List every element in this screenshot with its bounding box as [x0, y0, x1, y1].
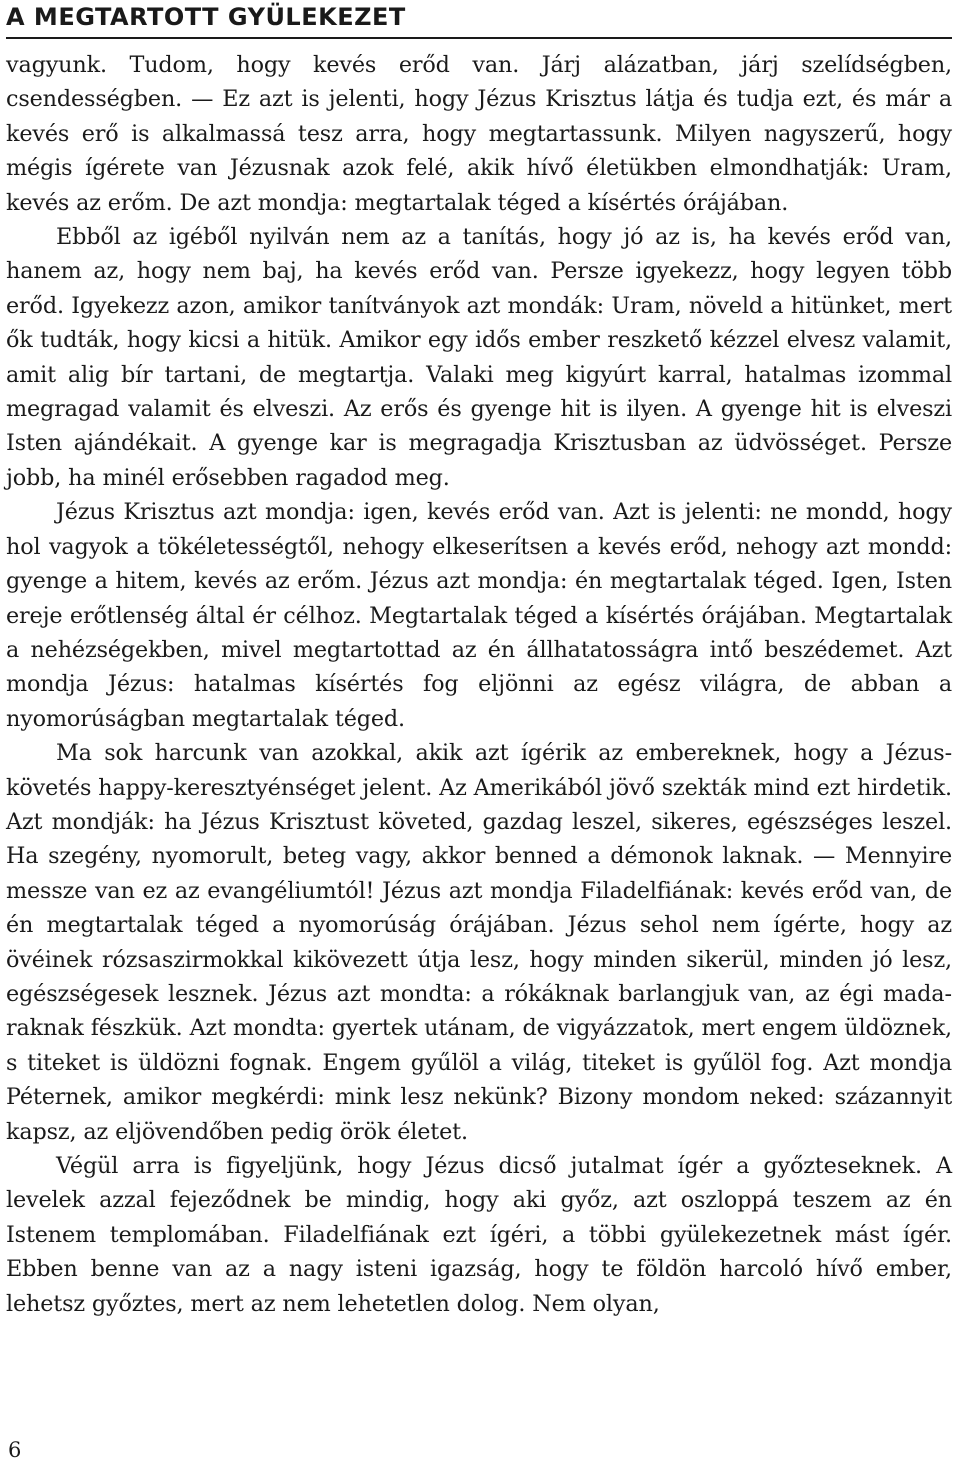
- running-head: A MEGTARTOTT GYÜLEKEZET: [6, 3, 406, 31]
- body-text: [6, 48, 952, 1321]
- paragraph-5: Végül arra is figyeljünk, hogy Jézus dicső jutalmat ígér a győzteseknek. A levelek azzal fejeződnek be mindig, hogy aki győz, azt oszloppá teszem az én Istenem templomában. Filadelfiának ezt ígéri, a többi gyülekezetnek mást ígér. Ebben benne van az a nagy isteni igazság, hogy te földön harcoló hívő ember, lehetsz győztes, mert az nem lehetetlen dolog. Nem olyan,: [6, 1153, 952, 1317]
- paragraph-4: Ma sok harcunk van azokkal, akik azt ígérik az embereknek, hogy a Jézus-követés happy-keresztyénséget jelent. Az Amerikából jövő szekták mind ezt hirdetik. Azt mondják: ha Jézus Krisztust követed, gazdag leszel, sikeres, egészséges leszel. Ha szegény, nyomorult, beteg vagy, akkor benned a démonok laknak. — Mennyire messze van ez az evangéliumtól! Jézus azt mondja Filadelfiának: kevés erőd van, de én megtartalak téged a nyomorúság órájában. Jézus sehol nem ígérte, hogy az övéinek rózsaszirmokkal kikövezett útja lesz, hogy minden sikerül, minden jó lesz, egészségesek lesznek. Jézus azt mondta: a rókáknak barlangjuk van, az égi madaraknak fészkük. Azt mondta: gyertek utánam, de vigyázzatok, mert engem üldöznek, s titeket is üldözni fognak. Engem gyűlöl a világ, titeket is gyűlöl fog. Azt mondja Péternek, amikor megkérdi: mink lesz nekünk? Bizony mondom neked: százannyit kapsz, az eljövendőben pedig örök életet.: [6, 740, 952, 1145]
- paragraph-1: vagyunk. Tudom, hogy kevés erőd van. Járj alázatban, járj szelídségben, csendességben. — Ez azt is jelenti, hogy Jézus Krisztus látja és tudja ezt, és már a kevés erő is alkalmassá tesz arra, hogy megtartassunk. Milyen nagyszerű, hogy mégis ígérete van Jézusnak azok felé, akik hívő életükben elmondhatják: Uram, kevés az erőm. De azt mondja: megtartalak téged a kísértés órájában.: [6, 52, 952, 216]
- page-number: 6: [8, 1438, 22, 1462]
- header-rule: [6, 37, 952, 39]
- paragraph-2: Ebből az igéből nyilván nem az a tanítás, hogy jó az is, ha kevés erőd van, hanem az, hogy nem baj, ha kevés erőd van. Persze igyekezz, hogy legyen több erőd. Igyekezz azon, amikor tanítványok azt mondák: Uram, növeld a hitünket, mert ők tudták, hogy kicsi a hitük. Amikor egy idős ember reszkető kézzel elvesz valamit, amit alig bír tartani, de megtartja. Valaki meg kigyúrt karral, hatalmas izommal megragad valamit és elveszi. Az erős és gyenge hit is ilyen. A gyenge hit is elveszi Isten ajándékait. A gyenge kar is megragadja Krisztusban az üdvösséget. Persze jobb, ha minél erősebben ragadod meg.: [6, 224, 952, 491]
- paragraph-3: Jézus Krisztus azt mondja: igen, kevés erőd van. Azt is jelenti: ne mondd, hogy hol vagyok a tökéletességtől, nehogy elkeserítsen a kevés erőd, nehogy azt mondd: gyenge a hitem, kevés az erőm. Jézus azt mondja: én megtartalak téged. Igen, Isten ereje erőtlenség által ér célhoz. Megtartalak téged a kísértés órájában. Megtartalak a nehézségekben, mivel megtartottad az én állhatatosságra intő beszédemet. Azt mondja Jézus: hatalmas kísértés fog eljönni az egész világra, de abban a nyomorúságban megtartalak téged.: [6, 499, 952, 732]
- page: [6, 0, 952, 1321]
